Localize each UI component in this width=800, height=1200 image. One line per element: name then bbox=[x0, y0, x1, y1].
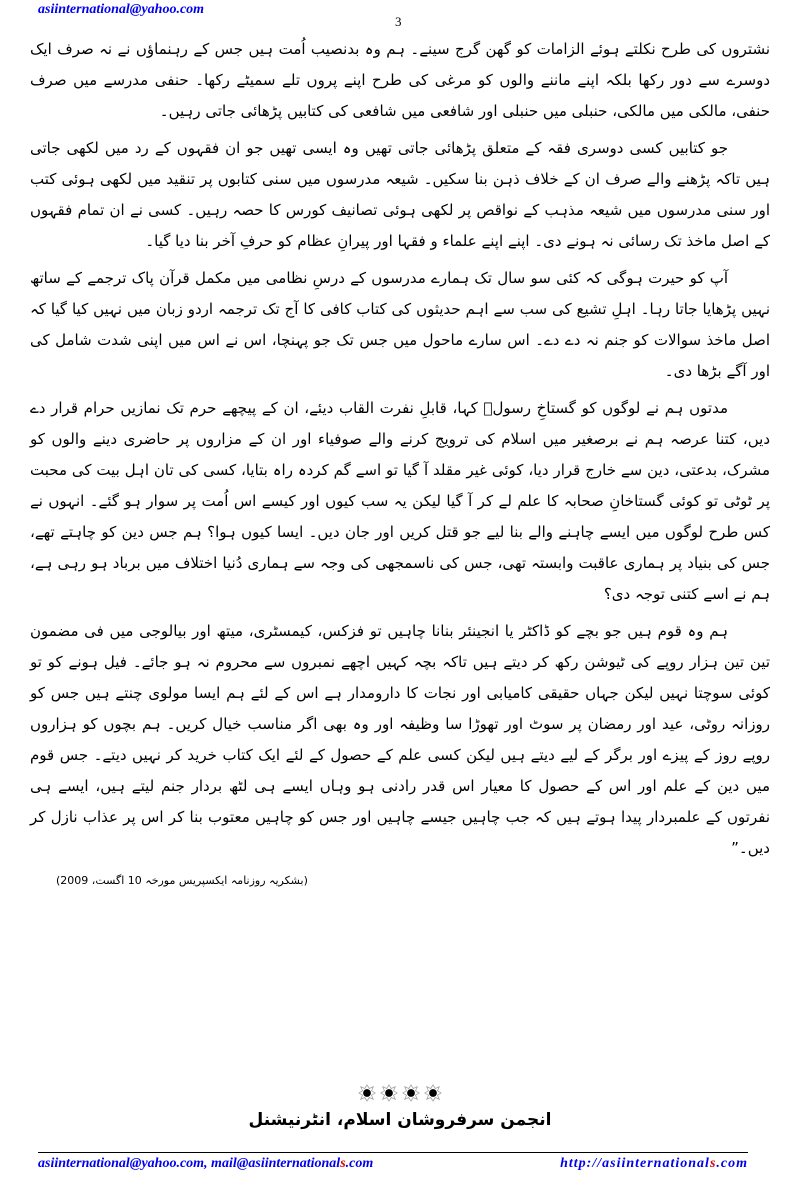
ornament-divider bbox=[0, 1084, 800, 1102]
footer-url-text[interactable]: http://asiinternational bbox=[560, 1156, 710, 1171]
paragraph-5: ہم وہ قوم ہیں جو بچے کو ڈاکٹر یا انجینئر بنانا چاہیں تو فزکس، کیمسٹری، میتھ اور بیالوجی میں فی مضمون تین تین ہزار روپے کی ٹیوشن رکھ کر دیتے ہیں تاکہ بچہ کہیں اچھے نمبروں سے محروم نہ ہو جائے۔ فیل ہونے کو تو کوئی سوچتا نہیں لیکن جہاں حقیقی کامیابی اور نجات کا دارومدار ہے اس کے لئے ہم ایسا مولوی چنتے ہیں جس کو روزانہ روٹی، عید اور رمضان پر سوٹ اور تھوڑا سا وظیفہ اور وہ بھی اگر مناسب خیال کریں۔ ہم بچوں کو ہزاروں روپے روز کے پیزے اور برگر کے لیے دیتے ہیں لیکن کسی علم کے حصول کے لئے ایک کتاب خرید کر نہیں دیتے۔ جس قوم میں دین کے علم اور اس کے حصول کا معیار اس قدر رادنی ہو وہاں ایسے ہی لٹھ بردار جنم لیتے ہیں، ایسے ہی نفرتوں کے علمبردار پیدا ہوتے ہیں کہ جب چاہیں جیسے چاہیں اور جس کو چاہیں معتوب بنا کر اس پر عذاب نازل کر دیں۔” bbox=[30, 622, 770, 857]
organization-name: انجمن سرفروشان اسلام، انٹرنیشنل bbox=[248, 1110, 552, 1130]
footer-email-text[interactable]: asiinternational@yahoo.com, mail@asiinternational bbox=[38, 1156, 341, 1171]
octagram-bullet-icon bbox=[358, 1084, 376, 1102]
paragraph-2: جو کتابیں کسی دوسری فقہ کے متعلق پڑھائی جاتی تھیں وہ ایسی تھیں جو ان فقہوں کے رد میں لکھی جاتی ہیں تاکہ پڑھنے والے صرف ان کے خلاف ذہن بنا سکیں۔ شیعہ مدرسوں میں سنی کتابوں پر تنقید میں لکھی ہوئی کتب اور سنی مدرسوں میں شیعہ مذہب کے نواقص پر لکھی ہوئی تصانیف کورس کا حصہ رہیں۔ کسی نے ان تمام فقہوں کے اصل ماخذ تک رسائی نہ ہونے دی۔ اپنے اپنے علماء و فقہا اور پیرانِ عظام کو حرفِ آخر بنا دیا گیا۔ bbox=[30, 139, 770, 250]
footer-url-accent: s bbox=[709, 1156, 717, 1171]
footer-email-suffix: .com bbox=[345, 1156, 374, 1171]
footer-email-links[interactable] bbox=[38, 1156, 373, 1172]
paragraph-1: نشتروں کی طرح نکلتے ہوئے الزامات کو گھن گرج سینے۔ ہم وہ بدنصیب اُمت ہیں جس کے رہنماؤں نے نہ صرف ایک دوسرے سے دور رکھا بلکہ اپنے ماننے والوں کو مرغی کی طرح اپنے پروں تلے سمیٹے رکھا۔ حنفی مدرسے میں صرف حنفی، مالکی میں مالکی، حنبلی میں حنبلی اور شافعی میں شافعی کی کتابیں پڑھائی جاتی رہیں۔ bbox=[30, 40, 770, 120]
paragraph-4: مدتوں ہم نے لوگوں کو گستاخِ رسولؐ کہا، قابلِ نفرت القاب دیئے، ان کے پیچھے حرم تک نمازیں حرام قرار دے دیں، کتنا عرصہ ہم نے برصغیر میں اسلام کی ترویج کرنے والے صوفیاء اور ان کے مزاروں پر حاضری دینے والوں کو مشرک، بدعتی، دین سے خارج قرار دیا، کوئی غیر مقلد آ گیا تو اسے گم کردہ راہ بتایا، کسی کی تان اہل بیت کی محبت پر ٹوٹی تو کوئی گستاخانِ صحابہ کا علم لے کر آ گیا لیکن یہ سب کیوں اور کیسے اس اُمت پر سوار ہو گئے۔ انہوں نے کس طرح لوگوں میں ایسے چاہنے والے بنا لیے جو قتل کریں اور جان دیں۔ ایسا کیوں ہوا؟ ہم جس دین کو چاہتے تھے، جس کی بنیاد پر ہماری عاقبت وابستہ تھی، جس کی ناسمجھی کی وجہ سے ہماری دُنیا اختلاف میں برباد ہو رہی ہے، ہم نے اسے کتنی توجہ دی؟ bbox=[30, 399, 770, 603]
octagram-bullet-icon bbox=[402, 1084, 420, 1102]
page-number: 3 bbox=[395, 14, 402, 29]
header-email-link[interactable]: asiinternational@yahoo.com bbox=[38, 2, 205, 17]
footer-website-link[interactable] bbox=[560, 1156, 748, 1172]
footer-divider bbox=[38, 1152, 748, 1153]
paragraph-3: آپ کو حیرت ہوگی کہ کئی سو سال تک ہمارے مدرسوں کے درسِ نظامی میں مکمل قرآن پاک ترجمے کے ساتھ نہیں پڑھایا جاتا رہا۔ اہلِ تشیع کی سب سے اہم حدیثوں کی کتاب کافی کا آج تک ترجمہ اردو زبان میں نہیں کیا گیا کہ اصل ماخذ سوالات کو جنم نہ دے دے۔ اس سارے ماحول میں جس تک جو پہنچا، اس نے اس میں اپنی شدت شامل کی اور آگے بڑھا دی۔ bbox=[30, 269, 770, 380]
credit-wrapper bbox=[30, 864, 770, 896]
closing-row bbox=[30, 616, 770, 864]
footer-url-suffix: .com bbox=[716, 1156, 748, 1171]
octagram-bullet-icon bbox=[380, 1084, 398, 1102]
octagram-bullet-icon bbox=[424, 1084, 442, 1102]
article-body bbox=[30, 34, 770, 896]
footer-email-accent: s bbox=[340, 1156, 346, 1171]
source-credit: (بشکریہ روزنامہ ایکسپریس مورخہ 10 اگست، 2009) bbox=[56, 874, 308, 887]
